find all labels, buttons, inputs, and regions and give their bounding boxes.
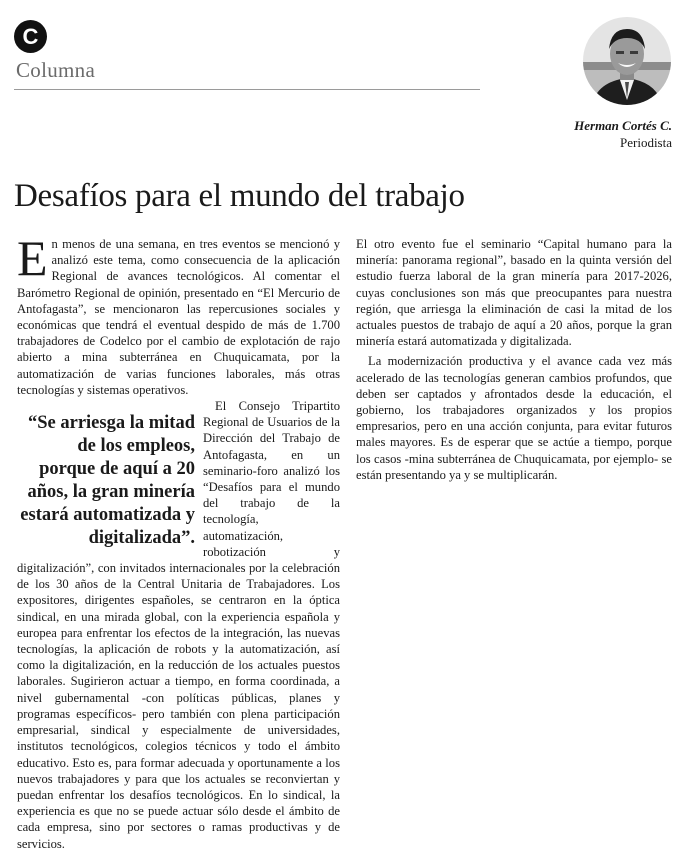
author-byline: [574, 117, 672, 151]
section-label: Columna: [16, 58, 96, 82]
author-portrait-icon: [582, 16, 672, 106]
section-divider: [14, 89, 480, 90]
author-role: Periodista: [620, 135, 672, 150]
article-paragraph: El Consejo Tripartito Regional de Usuarios de la Dirección del Trabajo de Antofagasta, en un seminario-foro analizó los “Desafíos para el mundo del trabajo de la tecnología, automatización, robotización y digitalización”, con invitados internacionales por la celebración de los 30 años de la Central Unitaria de Trabajadores. Los expositores, dirigentes españoles, se centraron en la óptica sindical, en una mirada global, con la experiencia española y europea para enfrentar los efectos de la integración, las nuevas tecnologías, la aplicación de robots y la automatización, así como la digitalización, en la reducción de los actuales puestos laborales. Sugirieron actuar a tiempo, en forma coordinada, a nivel gubernamental -con políticas públicas, planes y programas específicos- pero también con plena participación empresarial, sindical y especialmente de universidades, institutos tecnológicos, colegios técnicos y todo el ámbito educativo. Esto es, para formar adecuada y oportunamente a los nuevos trabajadores y para que los actuales se reconviertan y puedan enfrentar los desafíos tecnológicos. En lo sindical, la experiencia es que no se puede actuar sólo desde el ámbito de cada empresa, sino por sectores o ramas productivas y de servicios.: [17, 399, 340, 851]
article-headline: Desafíos para el mundo del trabajo: [14, 178, 465, 214]
article-column-left: [17, 230, 340, 852]
paragraph-text: n menos de una semana, en tres eventos se mencionó y analizó este tema, como consecuencia de la aplicación Regional de avances tecnológicos. Al comentar el Barómetro Regional de opinión, presentado en “El Mercurio de Antofagasta”, se mencionaron las repercusiones sociales y económicas que tendrá el eventual despido de más de 1.700 trabajadores de Codelco por el cambio de explotación de rajo abierto a mina subterránea en Chuquicamata, por la automatización de varias funciones laborales, más otras tecnologías y sistemas operativos.: [17, 237, 340, 397]
article-paragraph: [17, 230, 340, 398]
article-column-right: [356, 236, 672, 483]
pull-quote: “Se arriesga la mitad de los empleos, porque de aquí a 20 años, la gran minería estará automatizada y digitalizada”.: [20, 413, 195, 549]
drop-cap: E: [17, 230, 48, 286]
article-paragraph: El otro evento fue el seminario “Capital humano para la minería: panorama regional”, basado en la quinta versión del estudio fuerza laboral de la gran minería para 2017-2026, cuyas conclusiones son más que preocupantes para nuestra región, que arriesga la eliminación de casi la mitad de los actuales puestos de trabajo de aquí a 20 años, porque la gran minería estará automatizada y digitalizada.: [356, 237, 672, 349]
column-badge-icon: C: [14, 20, 47, 53]
article-paragraph: La modernización productiva y el avance cada vez más acelerado de las tecnologías generan cambios profundos, que deben ser captados y afrontados desde la educación, el gobierno, los trabajadores organizados y los propios empresarios, pero en una acción conjunta, para evitar futuros males mayores. Es de esperar que se actúe a tiempo, porque los casos -mina subterránea de Chuquicamata, por ejemplo- se están presentando ya y se multiplicarán.: [356, 354, 672, 482]
author-name: Herman Cortés C.: [574, 118, 672, 133]
